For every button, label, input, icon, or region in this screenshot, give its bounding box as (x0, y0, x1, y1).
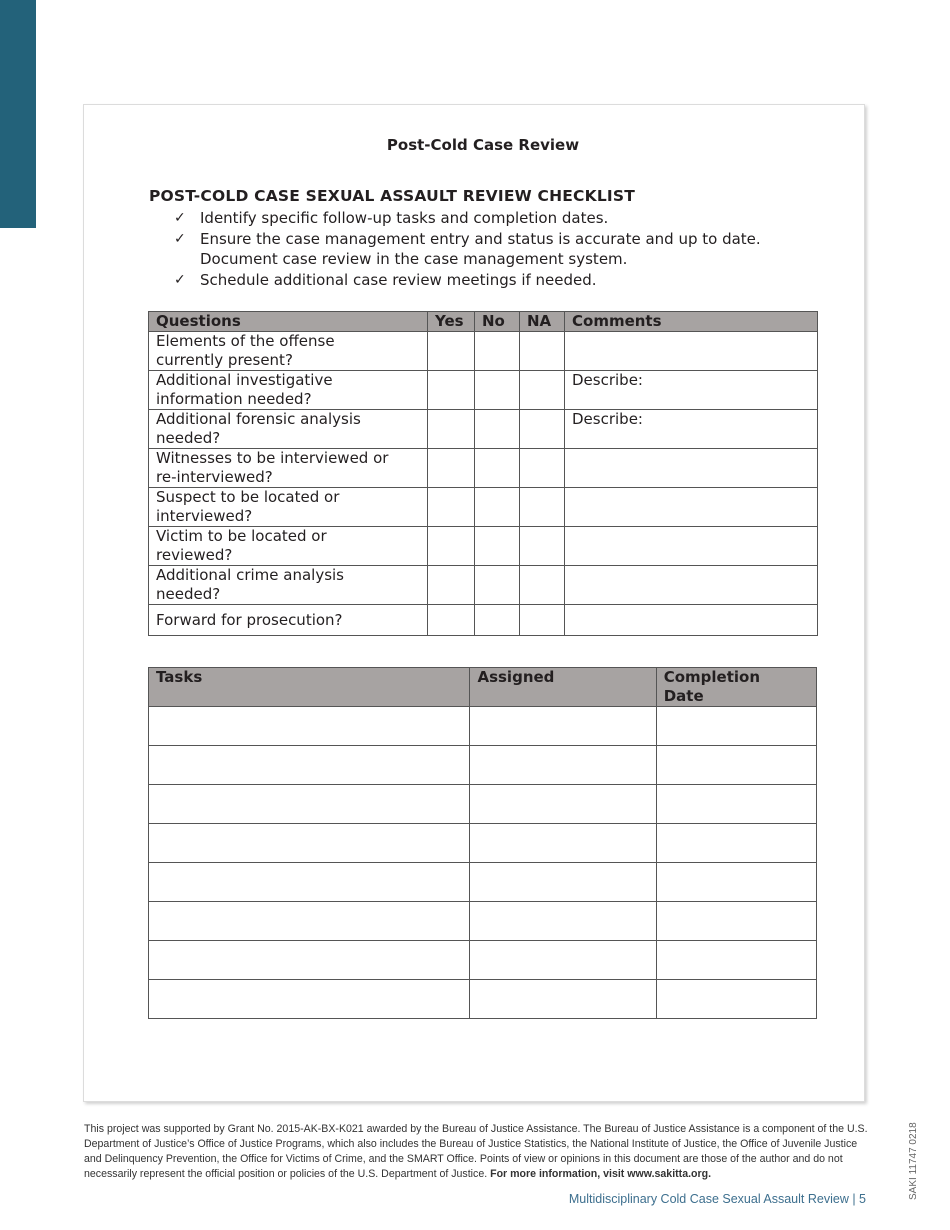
no-cell[interactable] (475, 371, 520, 410)
question-row (149, 410, 818, 449)
question-row (149, 605, 818, 636)
na-cell[interactable] (520, 410, 565, 449)
completion-date-cell[interactable] (656, 746, 816, 785)
page-label: Multidisciplinary Cold Case Sexual Assault Review | 5 (568, 1192, 866, 1206)
completion-date-cell[interactable] (656, 980, 816, 1019)
bullet-text-continuation: Document case review in the case management system. (200, 250, 628, 268)
document-code: SAKI 11747 0218 (908, 1122, 919, 1200)
na-cell[interactable] (520, 332, 565, 371)
grant-disclaimer: This project was supported by Grant No. 2015-AK-BX-K021 awarded by the Bureau of Justice Assistance. The Bureau of Justice Assistance is a component of the U.S. Department of Justice’s Office of Justice Programs, which also includes the Bureau of Justice Statistics, the National Institute of Justice, the Office of Juvenile Justice and Delinquency Prevention, the Office for Victims of Crime, and the SMART Office. Points of view or opinions in this document are those of the author and do not necessarily represent the official position or policies of the U.S. Department of Justice. For more information, visit www.sakitta.org. (84, 1123, 868, 1180)
yes-cell[interactable] (428, 605, 475, 636)
question-row (149, 527, 818, 566)
completion-date-cell[interactable] (656, 863, 816, 902)
task-row (149, 707, 817, 746)
task-cell[interactable] (149, 707, 470, 746)
completion-date-cell[interactable] (656, 785, 816, 824)
question-row (149, 332, 818, 371)
comment-cell[interactable] (565, 527, 818, 566)
more-info-link-text: For more information, visit www.sakitta.org. (490, 1168, 712, 1180)
task-row (149, 863, 817, 902)
header-yes: Yes (428, 312, 475, 332)
bullet-item (172, 229, 761, 270)
question-row (149, 488, 818, 527)
task-cell[interactable] (149, 863, 470, 902)
task-cell[interactable] (149, 902, 470, 941)
comment-cell[interactable] (565, 488, 818, 527)
assigned-cell[interactable] (470, 980, 656, 1019)
side-accent-bar (0, 0, 36, 228)
question-cell: Additional investigative information needed? (149, 371, 428, 410)
bullet-item (172, 270, 761, 291)
bullet-item (172, 208, 761, 229)
comment-cell[interactable] (565, 449, 818, 488)
yes-cell[interactable] (428, 488, 475, 527)
assigned-cell[interactable] (470, 863, 656, 902)
header-tasks: Tasks (149, 668, 470, 707)
yes-cell[interactable] (428, 566, 475, 605)
task-cell[interactable] (149, 980, 470, 1019)
assigned-cell[interactable] (470, 746, 656, 785)
bullet-text: Ensure the case management entry and status is accurate and up to date. (200, 229, 761, 248)
completion-date-cell[interactable] (656, 707, 816, 746)
assigned-cell[interactable] (470, 785, 656, 824)
bullet-text: Identify specific follow-up tasks and completion dates. (200, 209, 609, 227)
question-cell: Suspect to be located or interviewed? (149, 488, 428, 527)
completion-date-cell[interactable] (656, 824, 816, 863)
header-no: No (475, 312, 520, 332)
header-questions: Questions (149, 312, 428, 332)
na-cell[interactable] (520, 527, 565, 566)
header-completion-date: Completion Date (656, 668, 816, 707)
no-cell[interactable] (475, 566, 520, 605)
question-cell: Victim to be located or reviewed? (149, 527, 428, 566)
header-na: NA (520, 312, 565, 332)
task-cell[interactable] (149, 746, 470, 785)
task-row (149, 902, 817, 941)
no-cell[interactable] (475, 527, 520, 566)
bullet-list (172, 208, 761, 290)
tasks-table (148, 667, 817, 1019)
comment-cell[interactable] (565, 605, 818, 636)
na-cell[interactable] (520, 488, 565, 527)
completion-date-cell[interactable] (656, 941, 816, 980)
check-icon: ✓ (174, 230, 186, 247)
question-row (149, 566, 818, 605)
comment-cell[interactable]: Describe: (565, 410, 818, 449)
check-icon: ✓ (174, 271, 186, 288)
questions-header-row (149, 312, 818, 332)
bullet-text: Schedule additional case review meetings if needed. (200, 270, 597, 289)
task-row (149, 746, 817, 785)
comment-cell[interactable] (565, 566, 818, 605)
yes-cell[interactable] (428, 332, 475, 371)
task-row (149, 785, 817, 824)
questions-table (148, 311, 818, 636)
task-row (149, 941, 817, 980)
task-cell[interactable] (149, 941, 470, 980)
question-cell: Elements of the offense currently present? (149, 332, 428, 371)
comment-cell[interactable] (565, 332, 818, 371)
no-cell[interactable] (475, 605, 520, 636)
yes-cell[interactable] (428, 449, 475, 488)
task-cell[interactable] (149, 785, 470, 824)
question-row (149, 371, 818, 410)
assigned-cell[interactable] (470, 824, 656, 863)
assigned-cell[interactable] (470, 707, 656, 746)
no-cell[interactable] (475, 410, 520, 449)
task-cell[interactable] (149, 824, 470, 863)
na-cell[interactable] (520, 449, 565, 488)
header-assigned: Assigned (470, 668, 656, 707)
no-cell[interactable] (475, 488, 520, 527)
header-comments: Comments (565, 312, 818, 332)
no-cell[interactable] (475, 449, 520, 488)
na-cell[interactable] (520, 371, 565, 410)
na-cell[interactable] (520, 566, 565, 605)
tasks-header-row (149, 668, 817, 707)
question-cell: Forward for prosecution? (149, 605, 428, 636)
no-cell[interactable] (475, 332, 520, 371)
assigned-cell[interactable] (470, 902, 656, 941)
yes-cell[interactable] (428, 371, 475, 410)
check-icon: ✓ (174, 210, 186, 226)
comment-cell[interactable]: Describe: (565, 371, 818, 410)
question-row (149, 449, 818, 488)
yes-cell[interactable] (428, 410, 475, 449)
question-cell: Witnesses to be interviewed or re-interviewed? (149, 449, 428, 488)
task-row (149, 980, 817, 1019)
question-cell: Additional forensic analysis needed? (149, 410, 428, 449)
completion-date-cell[interactable] (656, 902, 816, 941)
question-cell: Additional crime analysis needed? (149, 566, 428, 605)
checklist-title: POST-COLD CASE SEXUAL ASSAULT REVIEW CHECKLIST (149, 187, 635, 205)
assigned-cell[interactable] (470, 941, 656, 980)
page-title: Post-Cold Case Review (386, 136, 580, 154)
yes-cell[interactable] (428, 527, 475, 566)
task-row (149, 824, 817, 863)
na-cell[interactable] (520, 605, 565, 636)
